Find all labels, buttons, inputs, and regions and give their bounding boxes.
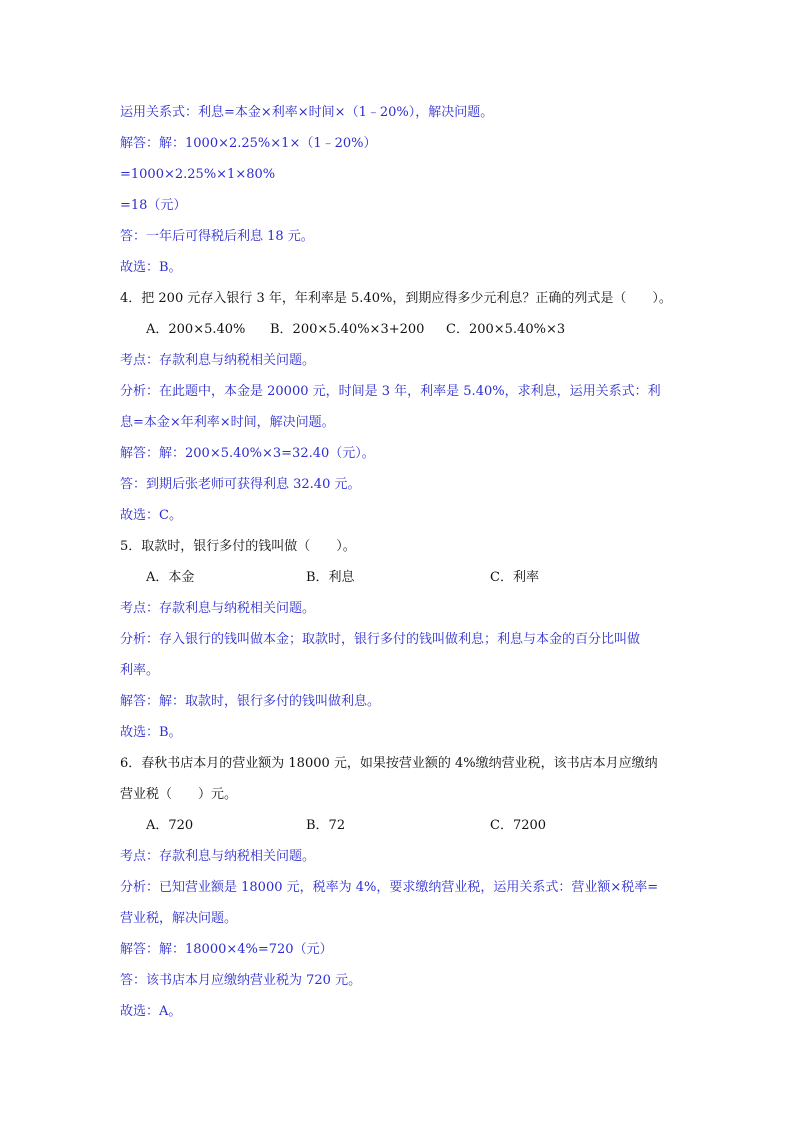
q6-analysis-line-2: 营业税，解决问题。 xyxy=(120,911,238,926)
q5-analysis-line-2: 利率。 xyxy=(120,663,160,678)
prev-answer-line-3: =18（元） xyxy=(120,198,187,213)
q4-option-b: B．200×5.40%×3+200 xyxy=(270,322,425,337)
q5-option-c: C．利率 xyxy=(490,570,539,585)
q6-option-b: B．72 xyxy=(306,818,346,833)
q5-option-a: A．本金 xyxy=(146,570,195,585)
q5-answer: 解答：解：取款时，银行多付的钱叫做利息。 xyxy=(120,694,381,709)
q4-analysis-line-2: 息=本金×年利率×时间，解决问题。 xyxy=(120,415,335,430)
q6-analysis-line-1: 分析：已知营业额是 18000 元，税率为 4%，要求缴纳营业税，运用关系式：营业额×税率= xyxy=(120,880,659,895)
q4-reply: 答：到期后张老师可获得利息 32.40 元。 xyxy=(120,477,361,492)
q6-stem-line-2: 营业税（ ）元。 xyxy=(120,787,238,802)
q4-choice: 故选：C。 xyxy=(120,508,182,523)
q6-reply: 答：该书店本月应缴纳营业税为 720 元。 xyxy=(120,973,362,988)
q5-stem: 5．取款时，银行多付的钱叫做（ ）。 xyxy=(120,539,356,554)
q5-choice: 故选：B。 xyxy=(120,725,182,740)
prev-choice-line: 故选：B。 xyxy=(120,260,182,275)
prev-answer-line-2: =1000×2.25%×1×80% xyxy=(120,167,276,182)
q4-option-c: C．200×5.40%×3 xyxy=(446,322,566,337)
q4-stem: 4．把 200 元存入银行 3 年，年利率是 5.40%，到期应得多少元利息？正确的列式是（ ）。 xyxy=(120,291,672,306)
q6-option-a: A．720 xyxy=(146,818,194,833)
q4-option-a: A．200×5.40% xyxy=(146,322,246,337)
q4-analysis-line-1: 分析：在此题中，本金是 20000 元，时间是 3 年，利率是 5.40%，求利息，运用关系式：利 xyxy=(120,384,661,399)
q6-choice: 故选：A。 xyxy=(120,1004,182,1019)
q5-option-b: B．利息 xyxy=(306,570,355,585)
prev-relation-line: 运用关系式：利息=本金×利率×时间×（1﹣20%），解决问题。 xyxy=(120,105,494,120)
prev-answer-line-1: 解答：解：1000×2.25%×1×（1﹣20%） xyxy=(120,136,377,151)
q4-answer: 解答：解：200×5.40%×3=32.40（元）。 xyxy=(120,446,375,461)
q5-point: 考点：存款利息与纳税相关问题。 xyxy=(120,601,316,616)
q6-stem-line-1: 6．春秋书店本月的营业额为 18000 元，如果按营业额的 4%缴纳营业税，该书店本月应缴纳 xyxy=(120,756,658,771)
q4-point: 考点：存款利息与纳税相关问题。 xyxy=(120,353,316,368)
prev-reply-line: 答：一年后可得税后利息 18 元。 xyxy=(120,229,314,244)
q6-answer: 解答：解：18000×4%=720（元） xyxy=(120,942,333,957)
q5-analysis-line-1: 分析：存入银行的钱叫做本金；取款时，银行多付的钱叫做利息；利息与本金的百分比叫做 xyxy=(120,632,641,647)
q6-option-c: C．7200 xyxy=(490,818,547,833)
q6-point: 考点：存款利息与纳税相关问题。 xyxy=(120,849,316,864)
